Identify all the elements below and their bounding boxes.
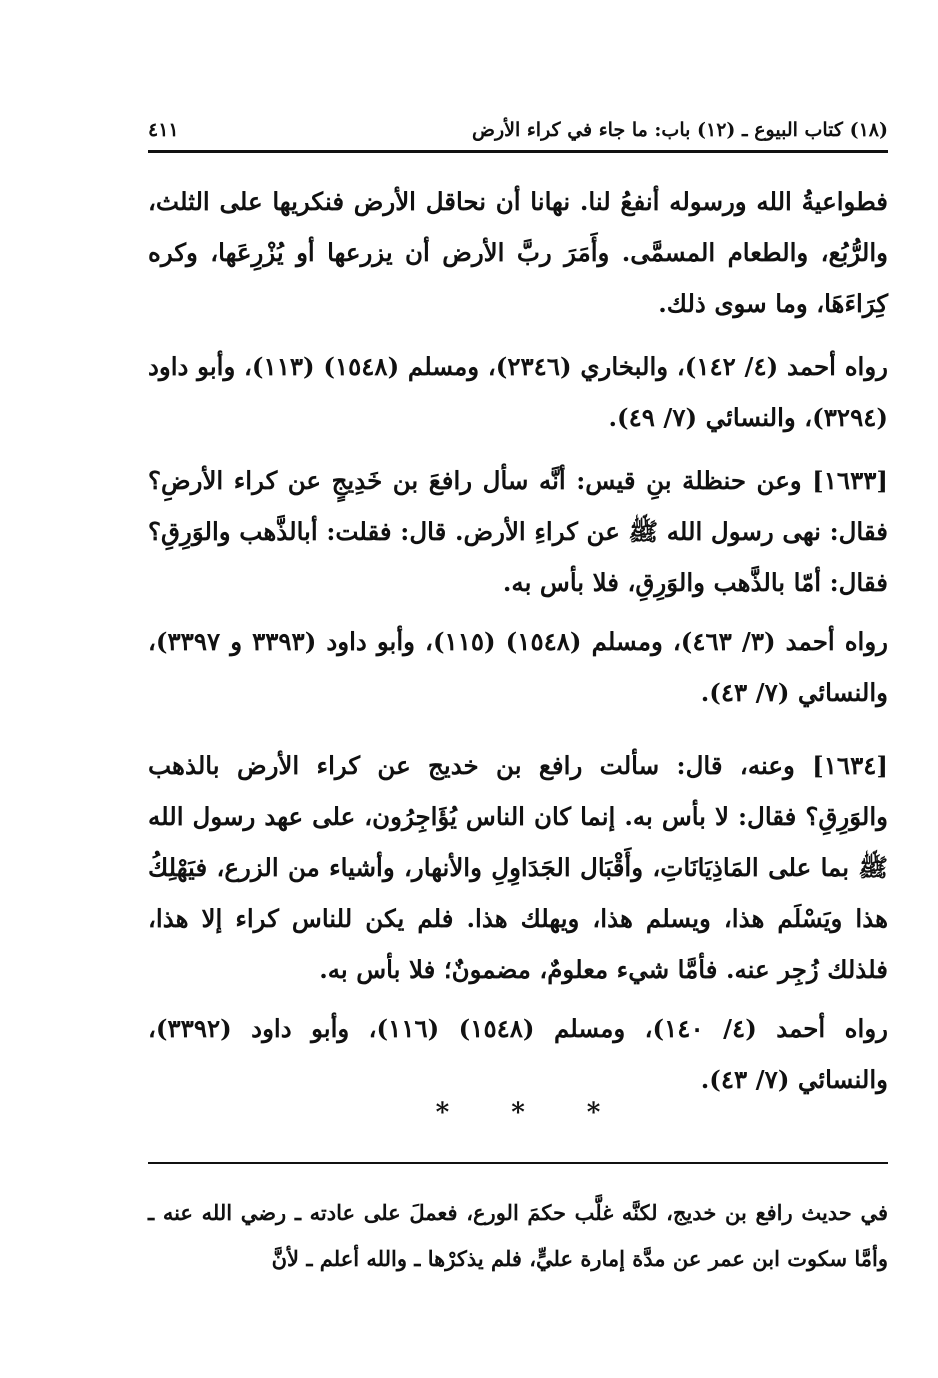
footnote-text: في حديث رافع بن خديج، لكنَّه غلَّب حكمَ الورع، فعملَ على عادته ـ رضي الله عنه ـ وأمَّا سكوت ابن عمر عن مدَّة إمارة عليٍّ، فلم يذكرْها ـ والله أعلم ـ لأنَّ [148, 1200, 888, 1271]
asterisk-ornament: * [586, 1098, 601, 1128]
footnote-rule [148, 1162, 888, 1164]
chapter-title: (١٨) كتاب البيوع ـ (١٢) باب: ما جاء في كراء الأرض [471, 119, 888, 141]
footnote [148, 1190, 888, 1282]
asterisk-ornament: * [511, 1098, 525, 1128]
hadith-1634: [١٦٣٤] وعنه، قال: سألت رافع بن خديج عن كراء الأرض بالذهب والوَرِقِ؟ فقال: لا بأس به. إنما كان الناس يُؤَاجِرُون، على عهد رسول الله ﷺ بما على المَاذِيَانَاتِ، وأَقْبَال الجَدَاوِلِ والأنهار، وأشياء من الزرع، فيَهْلِكُ هذا ويَسْلَم هذا، ويسلم هذا، ويهلك هذا. فلم يكن للناس كراء إلا هذا، فلذلك زُجِر عنه. فأمَّا شيء معلومٌ، مضمونٌ؛ فلا بأس به. [148, 751, 888, 984]
page-number: ٤١١ [148, 119, 179, 141]
asterisk-ornament: * [435, 1098, 450, 1128]
running-header [148, 112, 888, 148]
hadith-1633: [١٦٣٣] وعن حنظلة بنِ قيس: أنَّه سأل رافعَ بن خَدِيجٍ عن كراء الأرضِ؟ فقال: نهى رسول الله ﷺ عن كراءِ الأرض. قال: فقلت: أبالذَّهب والوَرِقِ؟ فقال: أمّا بالذَّهب والوَرِقِ، فلا بأس به. [148, 466, 888, 597]
paragraph-continuation: فطواعيةُ الله ورسوله أنفعُ لنا. نهانا أن نحاقل الأرض فنكريها على الثلث، والرُّبُع، والطعام المسمَّى. وأَمَرَ ربَّ الأرض أن يزرعها أو يُزْرِعَها، وكره كِرَاءَهَا، وما سوى ذلك. [148, 187, 888, 318]
citation-paragraph: رواه أحمد (٣/ ٤٦٣)، ومسلم (١٥٤٨) (١١٥)، وأبو داود (٣٣٩٣ و ٣٣٩٧)، والنسائي (٧/ ٤٣). [148, 627, 889, 707]
citation-paragraph: رواه أحمد (٤/ ١٤٢)، والبخاري (٢٣٤٦)، ومسلم (١٥٤٨) (١١٣)، وأبو داود (٣٢٩٤)، والنسائي (٧/ ٤٩). [148, 352, 888, 432]
header-rule [148, 150, 888, 153]
main-text [148, 176, 888, 1117]
section-separator [148, 1098, 888, 1138]
citation-paragraph: رواه أحمد (٤/ ١٤٠)، ومسلم (١٥٤٨) (١١٦)، وأبو داود (٣٣٩٢)، والنسائي (٧/ ٤٣). [148, 1014, 888, 1094]
